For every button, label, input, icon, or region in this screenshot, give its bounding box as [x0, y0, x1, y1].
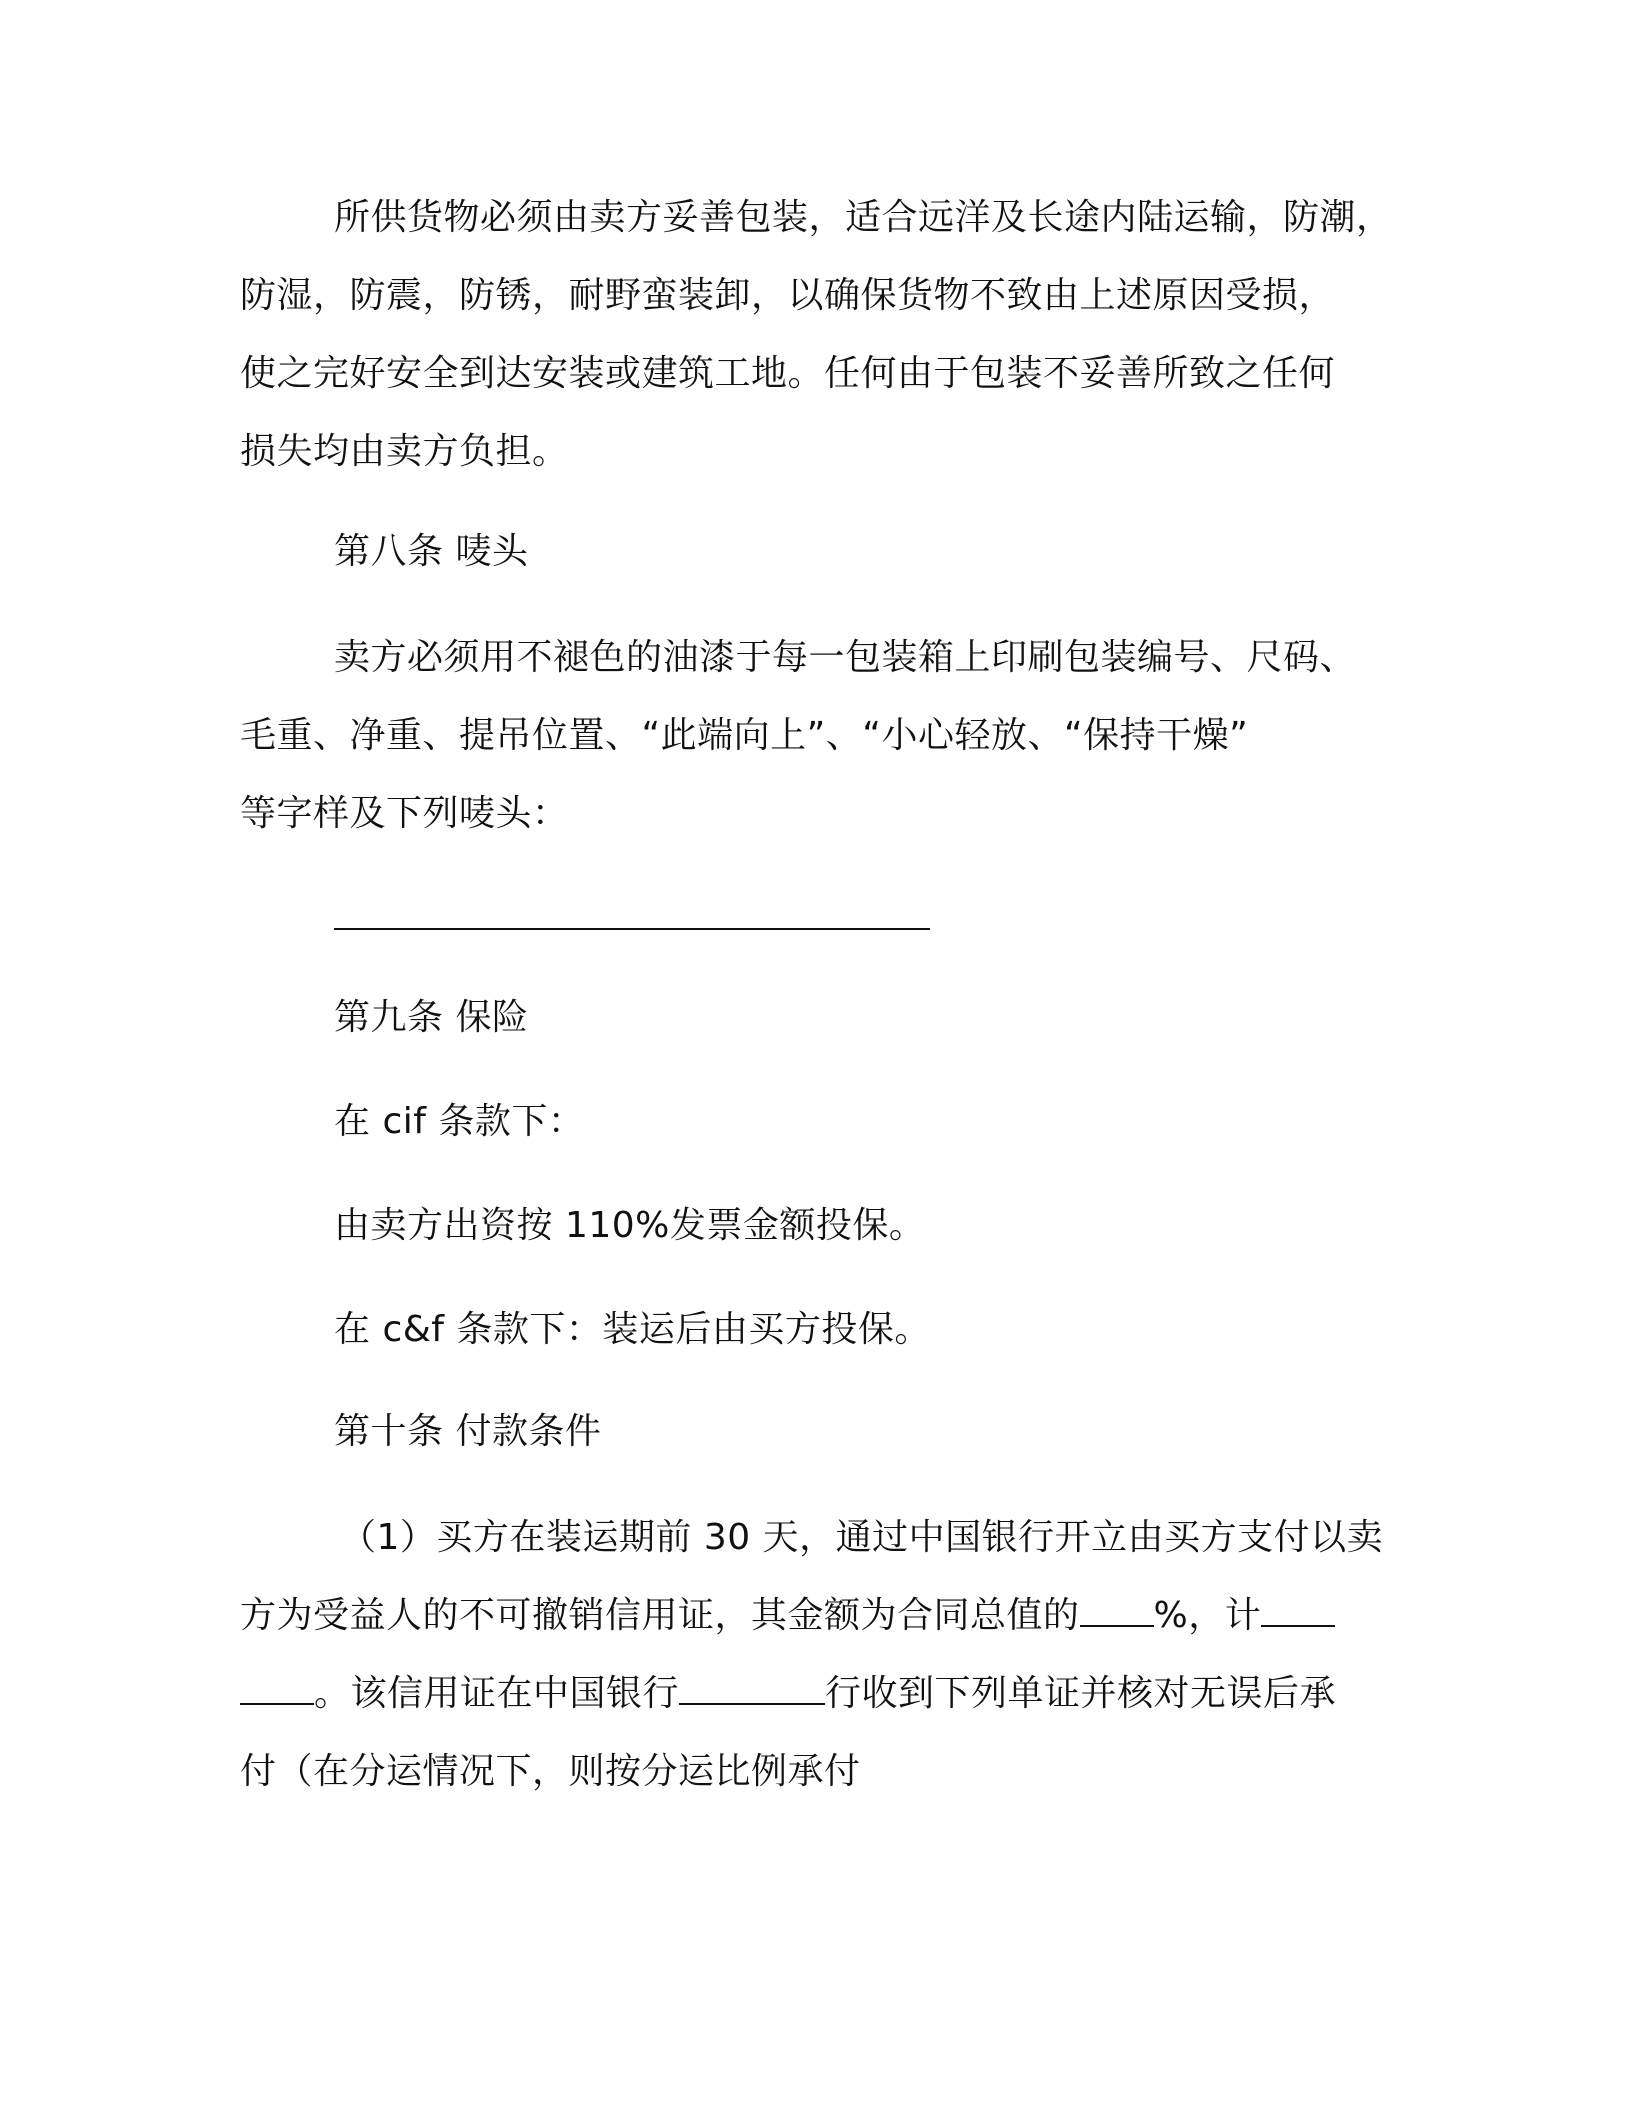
article8-line-1: 卖方必须用不褪色的油漆于每一包装箱上印刷包装编号、尺码、: [334, 637, 1357, 678]
article10-line-3-a: 。该信用证在中国银行: [314, 1673, 680, 1714]
article10-line-1: （1）买方在装运期前 30 天，通过中国银行开立由买方支付以卖: [340, 1517, 1384, 1558]
packing-line-1: 所供货物必须由卖方妥善包装，适合远洋及长途内陆运输，防潮，: [334, 197, 1393, 238]
article9-heading: 第九条 保险: [334, 997, 529, 1038]
article10-line-3-b: 行收到下列单证并核对无误后承: [825, 1673, 1337, 1714]
article10-line-4: 付（在分运情况下，则按分运比例承付: [240, 1751, 861, 1792]
packing-line-4: 损失均由卖方负担。: [240, 431, 569, 472]
amount-blank-start: [1261, 1595, 1335, 1627]
shipping-mark-blank: [334, 928, 930, 930]
amount-blank-end: [240, 1673, 314, 1705]
packing-line-2: 防湿，防震，防锈，耐野蛮装卸，以确保货物不致由上述原因受损，: [240, 275, 1336, 316]
article10-line-2-a: 方为受益人的不可撤销信用证，其金额为合同总值的: [240, 1595, 1080, 1636]
article8-line-3: 等字样及下列唛头：: [240, 793, 569, 834]
bank-branch-blank: [679, 1673, 825, 1705]
packing-line-3: 使之完好安全到达安装或建筑工地。任何由于包装不妥善所致之任何: [240, 353, 1336, 394]
article9-cif-label: 在 cif 条款下：: [334, 1101, 585, 1142]
article8-line-2: 毛重、净重、提吊位置、“此端向上”、“小心轻放、“保持干燥”: [240, 715, 1249, 756]
article10-heading: 第十条 付款条件: [334, 1411, 602, 1452]
article10-line-3: [240, 1672, 1336, 1716]
article10-line-2-b: %，计: [1153, 1595, 1262, 1636]
article9-cf-text: 在 c&f 条款下：装运后由买方投保。: [334, 1309, 931, 1350]
percent-blank: [1080, 1595, 1154, 1627]
article10-line-2: [240, 1594, 1335, 1638]
article8-heading: 第八条 唛头: [334, 531, 529, 572]
article9-cif-text: 由卖方出资按 110%发票金额投保。: [334, 1205, 926, 1246]
